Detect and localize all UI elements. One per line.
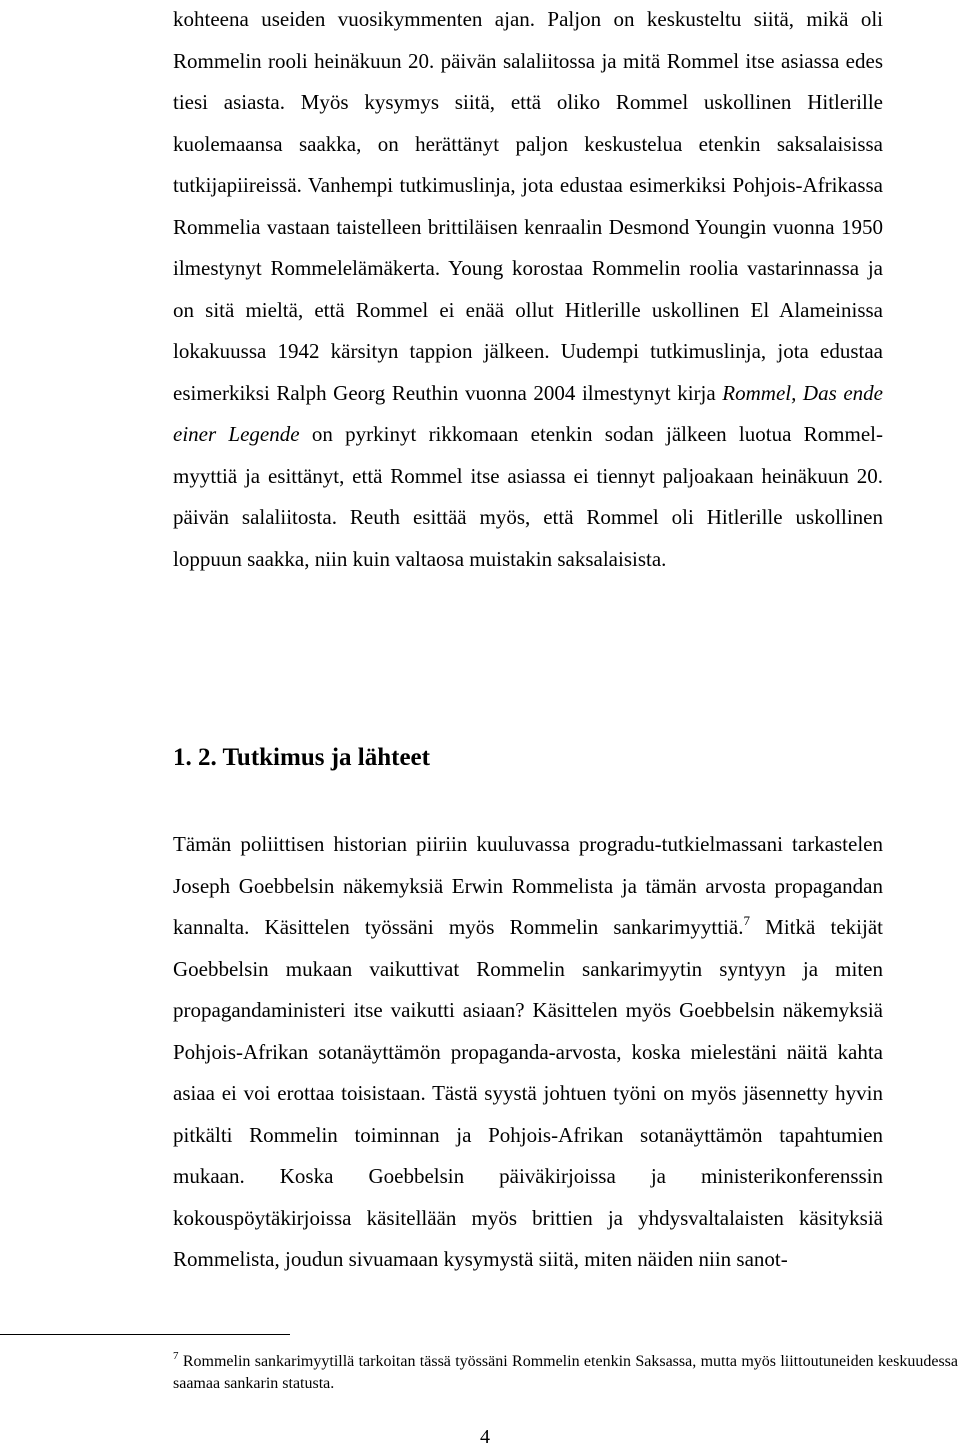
page-number: 4	[480, 1426, 490, 1448]
footnote-separator	[0, 1334, 290, 1335]
body-paragraph-research	[173, 824, 883, 1281]
footnote-reference[interactable]: 7	[743, 913, 750, 928]
footnote-text: Rommelin sankarimyytillä tarkoitan tässä työssäni Rommelin etenkin Saksassa, mutta myös liittoutuneiden keskuudessa saamaa sankarin statusta.	[173, 1353, 958, 1392]
paragraph-text: Mitkä tekijät Goebbelsin mukaan vaikuttivat Rommelin sankarimyytin syntyyn ja miten propagandaministeri itse vaikutti asiaan? Käsittelen myös Goebbelsin näkemyksiä Pohjois-Afrikan sotanäyttämön propaganda-arvosta, koska mielestäni näitä kahta asiaa ei voi erottaa toisistaan. Tästä syystä johtuen työni on myös jäsennetty hyvin pitkälti Rommelin toiminnan ja Pohjois-Afrikan sotanäyttämön tapahtumien mukaan. Koska Goebbelsin päiväkirjoissa ja ministerikonferenssin kokouspöytäkirjoissa käsitellään myös brittien ja yhdysvaltalaisten käsityksiä Rommelista, joudun sivuamaan kysymystä siitä, miten näiden niin sanot-	[173, 915, 883, 1271]
paragraph-text: Tämän poliittisen historian piiriin kuuluvassa progradu-tutkielmassani tarkastelen Joseph Goebbelsin näkemyksiä Erwin Rommelista ja tämän arvosta propagandan kannalta. Käsittelen työssäni myös Rommelin sankarimyyttiä.	[173, 832, 883, 939]
paragraph-text: kohteena useiden vuosikymmenten ajan. Paljon on keskusteltu siitä, mikä oli Rommelin rooli heinäkuun 20. päivän salaliitossa ja mitä Rommel itse asiassa edes tiesi asiasta. Myös kysymys siitä, että oliko Rommel uskollinen Hitlerille kuolemaansa saakka, on herättänyt paljon keskustelua etenkin saksalaisissa tutkijapiireissä. Vanhempi tutkimuslinja, jota edustaa esimerkiksi Pohjois-Afrikassa Rommelia vastaan taistelleen brittiläisen kenraalin Desmond Youngin vuonna 1950 ilmestynyt Rommelelämäkerta. Young korostaa Rommelin roolia vastarinnassa ja on sitä mieltä, että Rommel ei enää ollut Hitlerille uskollinen El Alameinissa lokakuussa 1942 kärsityn tappion jälkeen. Uudempi tutkimuslinja, jota edustaa esimerkiksi Ralph Georg Reuthin vuonna 2004 ilmestynyt kirja	[173, 7, 883, 405]
section-heading: 1. 2. Tutkimus ja lähteet	[173, 744, 430, 771]
footnote	[173, 1351, 958, 1395]
body-paragraph-intro	[173, 0, 883, 580]
footnote-number: 7	[173, 1350, 179, 1362]
paragraph-text: on pyrkinyt rikkomaan etenkin sodan jälkeen luotua Rommel-myyttiä ja esittänyt, että Rommel itse asiassa ei tiennyt paljoakaan heinäkuun 20. päivän salaliitosta. Reuth esittää myös, että Rommel oli Hitlerille uskollinen loppuun saakka, niin kuin valtaosa muistakin saksalaisista.	[173, 422, 884, 571]
book-title: Rommel, Das ende einer Legende	[173, 380, 884, 446]
